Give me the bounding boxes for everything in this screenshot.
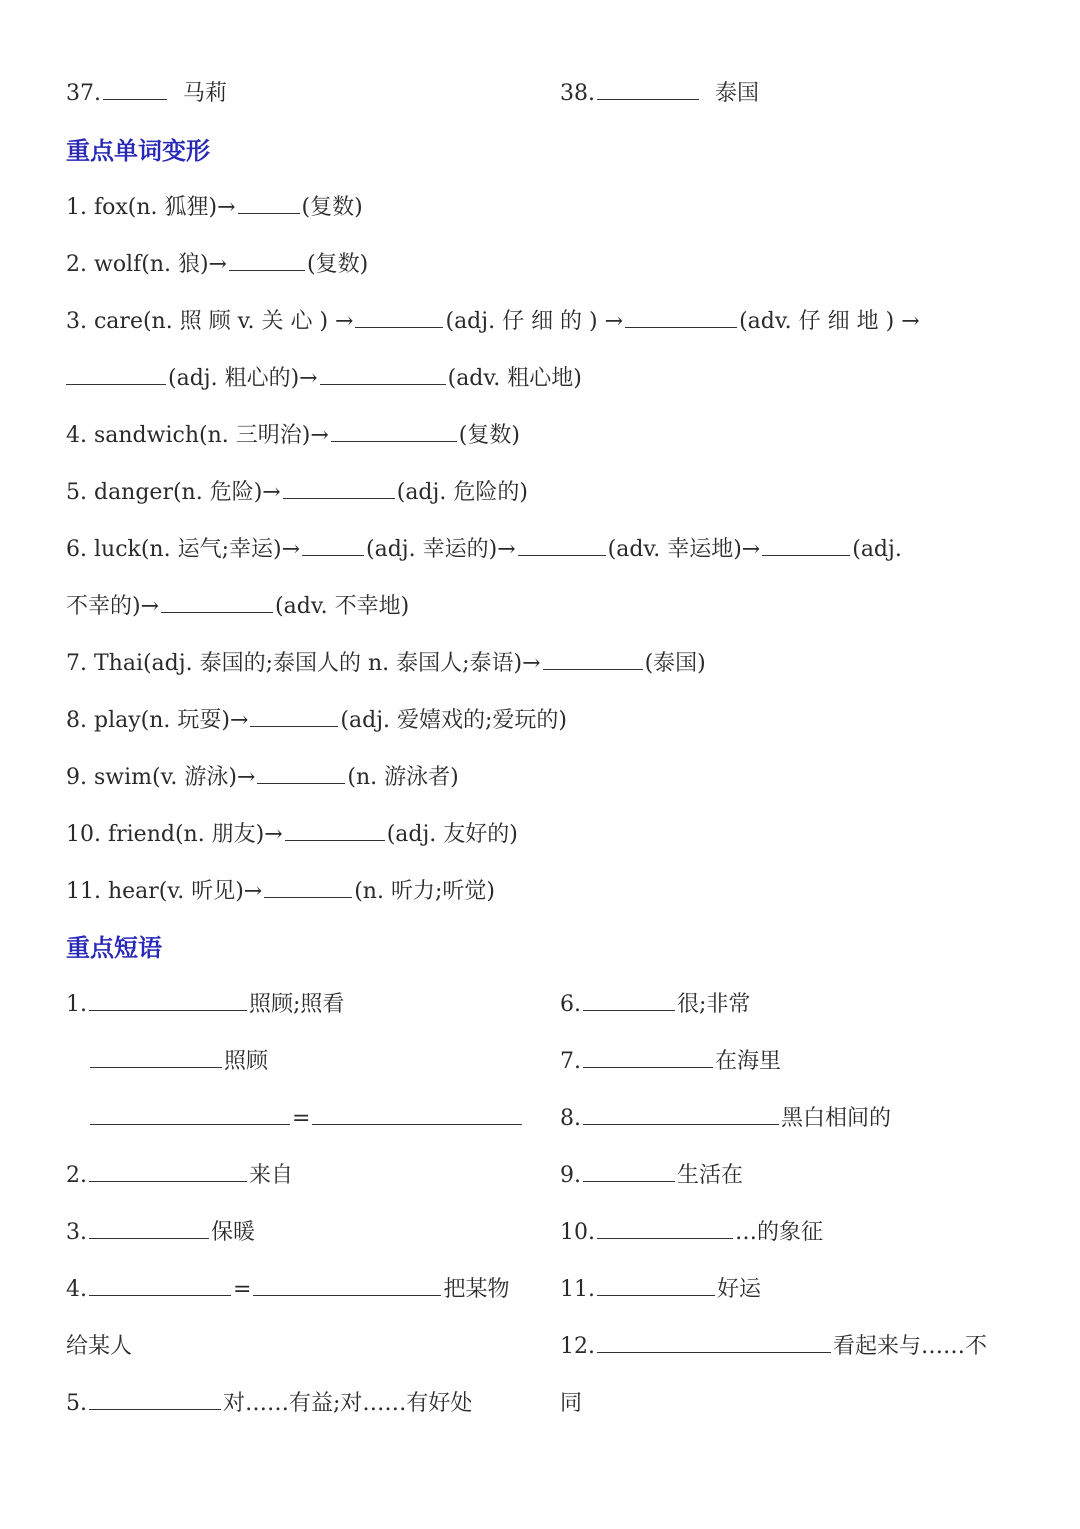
word-form-3-hint-2: (adv. 仔 细 地 ) → (739, 309, 920, 334)
word-form-3-hint-3: (adj. 粗心的)→ (168, 366, 318, 391)
phrase-1-alt-meaning: 照顾 (224, 1049, 269, 1074)
word-form-11-hint: (n. 听力;听觉) (354, 879, 495, 904)
phrase-9-blank[interactable] (583, 1157, 675, 1182)
section-title-phrases: 重点短语 (66, 934, 162, 962)
word-form-6-hint-2: (adv. 幸运地)→ (607, 537, 761, 562)
word-form-3-hint-1: (adj. 仔 细 的 ) → (445, 309, 624, 334)
phrase-12-blank[interactable] (597, 1328, 831, 1353)
phrase-3-blank[interactable] (89, 1214, 209, 1239)
phrase-1-alt-blank[interactable] (90, 1043, 222, 1068)
phrase-4-eq-sign: = (233, 1277, 252, 1302)
phrase-12-meaning: 看起来与……不 (833, 1334, 988, 1359)
phrase-5-blank[interactable] (89, 1385, 221, 1410)
word-form-1-blank[interactable] (238, 189, 300, 214)
phrase-11-blank[interactable] (597, 1271, 715, 1296)
item-38 (560, 74, 759, 114)
word-form-2-blank[interactable] (229, 246, 305, 271)
phrase-6-meaning: 很;非常 (677, 992, 751, 1017)
word-form-7-hint: (泰国) (644, 651, 706, 676)
word-form-7 (66, 644, 1014, 684)
phrase-3 (66, 1213, 255, 1253)
word-form-4 (66, 416, 1014, 456)
word-form-4-blank[interactable] (331, 417, 457, 442)
word-form-6-blank-3[interactable] (762, 531, 850, 556)
word-form-1-prompt: 1. fox(n. 狐狸)→ (66, 195, 236, 220)
word-form-6 (66, 530, 1014, 570)
word-form-3-hint-4: (adv. 粗心地) (447, 366, 582, 391)
phrase-1-eq-blank-1[interactable] (90, 1100, 290, 1125)
phrase-7-meaning: 在海里 (715, 1049, 782, 1074)
word-form-5 (66, 473, 1014, 513)
word-form-10-prompt: 10. friend(n. 朋友)→ (66, 822, 283, 847)
phrase-10-number: 10. (560, 1220, 595, 1245)
phrase-3-meaning: 保暖 (211, 1220, 256, 1245)
word-form-11 (66, 872, 1014, 912)
word-form-9 (66, 758, 1014, 798)
phrase-4-meaning: 把某物 (443, 1277, 510, 1302)
word-form-11-prompt: 11. hear(v. 听见)→ (66, 879, 263, 904)
word-form-7-prompt: 7. Thai(adj. 泰国的;泰国人的 n. 泰国人;泰语)→ (66, 651, 541, 676)
phrase-1-blank[interactable] (89, 986, 247, 1011)
phrase-4-number: 4. (66, 1277, 87, 1302)
phrase-3-number: 3. (66, 1220, 87, 1245)
word-form-10 (66, 815, 1014, 855)
phrase-10-blank[interactable] (597, 1214, 733, 1239)
phrase-9-number: 9. (560, 1163, 581, 1188)
phrase-7 (560, 1042, 781, 1082)
phrase-1-equivalent (90, 1099, 524, 1139)
phrase-8 (560, 1099, 891, 1139)
word-form-2-prompt: 2. wolf(n. 狼)→ (66, 252, 227, 277)
word-form-5-hint: (adj. 危险的) (396, 480, 528, 505)
phrase-2-meaning: 来自 (249, 1163, 294, 1188)
phrase-4-meaning-cont: 给某人 (66, 1334, 133, 1359)
phrase-1-eq-blank-2[interactable] (312, 1100, 522, 1125)
phrase-12-meaning-cont: 同 (560, 1391, 583, 1416)
phrase-8-blank[interactable] (583, 1100, 779, 1125)
word-form-3-blank-1[interactable] (355, 303, 443, 328)
word-form-5-prompt: 5. danger(n. 危险)→ (66, 480, 281, 505)
phrase-1-meaning: 照顾;照看 (249, 992, 345, 1017)
word-form-9-hint: (n. 游泳者) (347, 765, 459, 790)
word-form-6-continued (66, 587, 1014, 627)
phrase-4-continued (66, 1327, 132, 1367)
phrase-6 (560, 985, 750, 1025)
word-form-6-hint-4: (adv. 不幸地) (275, 594, 410, 619)
phrase-5 (66, 1384, 472, 1424)
phrase-2-blank[interactable] (89, 1157, 247, 1182)
word-form-2-hint: (复数) (307, 252, 369, 277)
word-form-6-blank-1[interactable] (302, 531, 364, 556)
phrase-5-meaning: 对……有益;对……有好处 (223, 1391, 473, 1416)
word-form-6-hint-3-cont: 不幸的)→ (66, 594, 160, 619)
word-form-8-hint: (adj. 爱嬉戏的;爱玩的) (340, 708, 567, 733)
word-form-8-prompt: 8. play(n. 玩耍)→ (66, 708, 249, 733)
phrase-11-number: 11. (560, 1277, 595, 1302)
section-title-word-forms: 重点单词变形 (66, 137, 210, 165)
word-form-11-blank[interactable] (264, 873, 352, 898)
item-38-number: 38. (560, 81, 595, 106)
phrase-6-blank[interactable] (583, 986, 675, 1011)
phrase-4 (66, 1270, 509, 1310)
word-form-6-blank-4[interactable] (161, 588, 273, 613)
item-37-text: 马莉 (183, 81, 228, 106)
word-form-6-hint-3: (adj. (852, 537, 902, 562)
word-form-3-blank-3[interactable] (66, 360, 166, 385)
word-form-6-hint-1: (adj. 幸运的)→ (366, 537, 516, 562)
item-37-number: 37. (66, 81, 101, 106)
phrase-9 (560, 1156, 743, 1196)
phrase-8-number: 8. (560, 1106, 581, 1131)
word-form-6-prompt: 6. luck(n. 运气;幸运)→ (66, 537, 301, 562)
phrase-10-meaning: …的象征 (735, 1220, 824, 1245)
phrase-2-number: 2. (66, 1163, 87, 1188)
phrase-12 (560, 1327, 987, 1367)
phrase-6-number: 6. (560, 992, 581, 1017)
word-form-10-hint: (adj. 友好的) (386, 822, 518, 847)
phrase-1-number: 1. (66, 992, 87, 1017)
phrase-12-number: 12. (560, 1334, 595, 1359)
word-form-8 (66, 701, 1014, 741)
phrase-1 (66, 985, 344, 1025)
word-form-3-prompt: 3. care(n. 照 顾 v. 关 心 ) → (66, 309, 354, 334)
phrase-11-meaning: 好运 (717, 1277, 762, 1302)
word-form-1 (66, 188, 1014, 228)
item-37-blank[interactable] (103, 75, 167, 100)
word-form-7-blank[interactable] (543, 645, 643, 670)
phrase-4-blank-1[interactable] (89, 1271, 231, 1296)
word-form-4-prompt: 4. sandwich(n. 三明治)→ (66, 423, 329, 448)
phrase-1-eq-sign: = (292, 1106, 311, 1131)
phrase-5-number: 5. (66, 1391, 87, 1416)
word-form-3-continued (66, 359, 1014, 399)
word-form-4-hint: (复数) (458, 423, 520, 448)
phrase-12-continued (560, 1384, 582, 1424)
item-38-blank[interactable] (597, 75, 699, 100)
phrase-7-blank[interactable] (583, 1043, 713, 1068)
phrase-8-meaning: 黑白相间的 (781, 1106, 892, 1131)
word-form-2 (66, 245, 1014, 285)
phrase-9-meaning: 生活在 (677, 1163, 744, 1188)
word-form-5-blank[interactable] (283, 474, 395, 499)
phrase-2 (66, 1156, 293, 1196)
item-38-text: 泰国 (715, 81, 760, 106)
phrase-4-blank-2[interactable] (253, 1271, 441, 1296)
phrase-11 (560, 1270, 761, 1310)
word-form-1-hint: (复数) (301, 195, 363, 220)
word-form-6-blank-2[interactable] (518, 531, 606, 556)
word-form-9-prompt: 9. swim(v. 游泳)→ (66, 765, 256, 790)
phrase-7-number: 7. (560, 1049, 581, 1074)
word-form-8-blank[interactable] (250, 702, 338, 727)
item-37 (66, 74, 227, 114)
phrase-10 (560, 1213, 823, 1253)
word-form-9-blank[interactable] (257, 759, 345, 784)
word-form-3-blank-4[interactable] (320, 360, 446, 385)
word-form-10-blank[interactable] (285, 816, 385, 841)
word-form-3-blank-2[interactable] (625, 303, 737, 328)
phrase-1-alt (90, 1042, 268, 1082)
word-form-3 (66, 302, 1014, 342)
